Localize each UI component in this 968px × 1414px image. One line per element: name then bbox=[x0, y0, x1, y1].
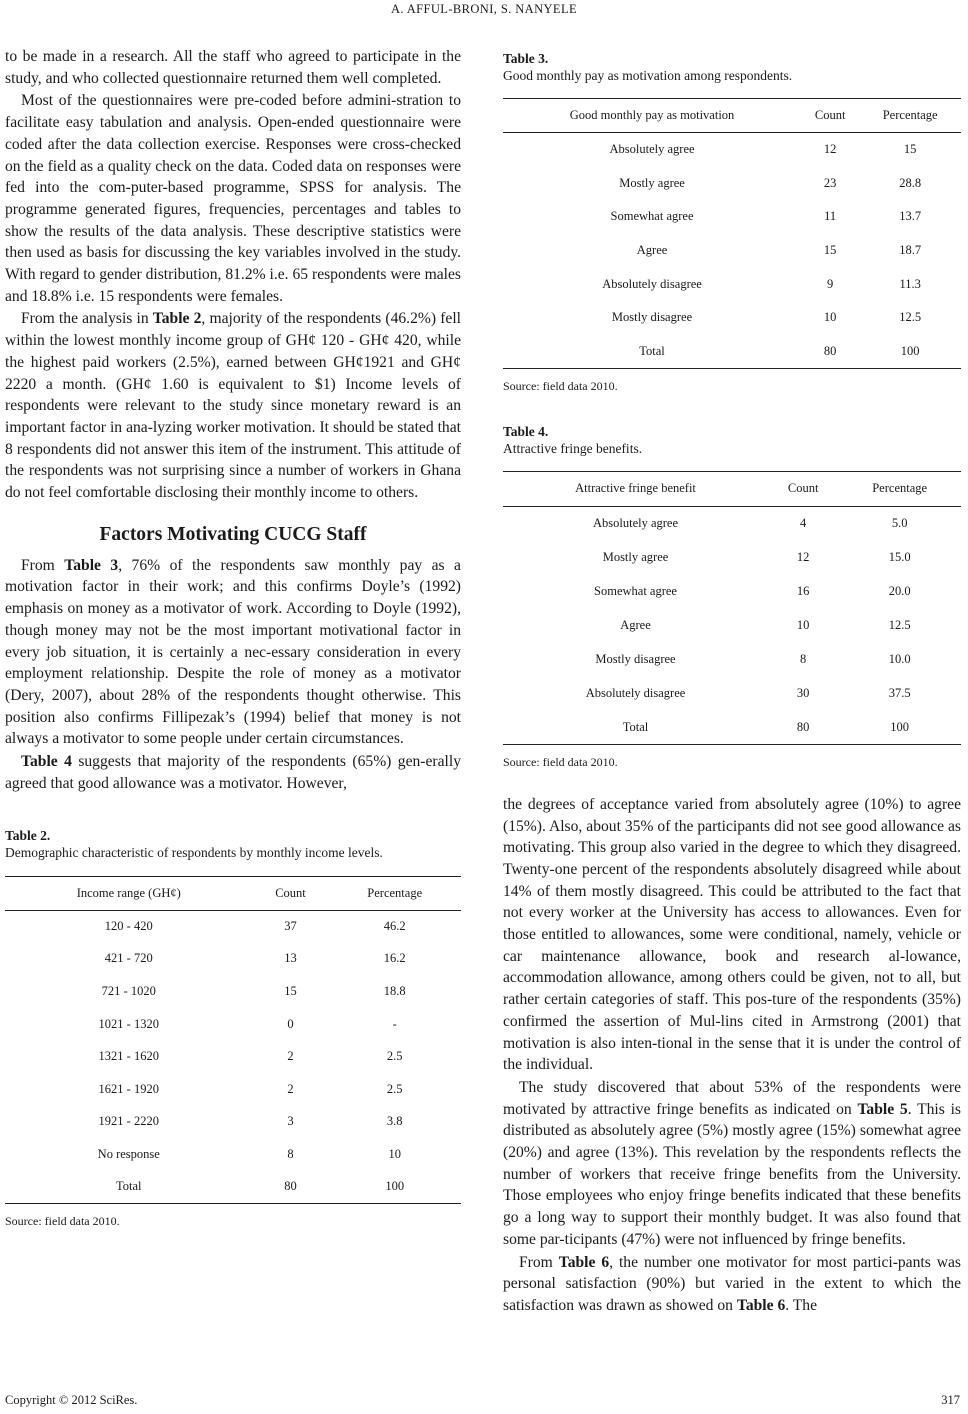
table-row bbox=[503, 166, 961, 200]
table-row bbox=[503, 301, 961, 335]
table-row bbox=[5, 910, 461, 943]
table-4 bbox=[503, 471, 961, 745]
paragraph bbox=[5, 308, 461, 503]
table-row bbox=[503, 234, 961, 268]
paragraph-text: , the number one motivator for most partici-pants was personal satisfaction (90%) but varied in the extent to which the satisfaction was drawn as showed on bbox=[503, 1253, 961, 1314]
table-cell: 12 bbox=[796, 549, 810, 564]
table-cell: 37 bbox=[284, 919, 297, 934]
table-header-row bbox=[503, 471, 961, 506]
table-cell: 12.5 bbox=[888, 617, 911, 632]
table-header-cell: Percentage bbox=[859, 99, 961, 133]
table-header-cell: Count bbox=[801, 99, 859, 133]
table-total-row bbox=[503, 710, 961, 744]
table-header-cell: Percentage bbox=[838, 471, 961, 506]
table-cell: 11 bbox=[824, 209, 837, 224]
table-3-block bbox=[503, 51, 961, 394]
table-cell: Total bbox=[503, 710, 768, 744]
table-4-block bbox=[503, 424, 961, 770]
paragraph bbox=[503, 1077, 961, 1251]
footer-page-number: 317 bbox=[941, 1393, 960, 1407]
paragraph-text: From bbox=[21, 556, 65, 574]
table-header-cell: Percentage bbox=[328, 876, 461, 910]
table-reference: Table 2 bbox=[152, 310, 202, 328]
table-cell: Mostly disagree bbox=[611, 310, 693, 325]
table-cell: Mostly agree bbox=[602, 549, 669, 564]
table-cell: 15 bbox=[284, 983, 297, 998]
table-cell: 15 bbox=[823, 242, 837, 257]
table-cell: 1021 - 1320 bbox=[98, 1016, 159, 1031]
right-column bbox=[503, 51, 961, 1317]
table-row bbox=[503, 506, 961, 540]
table-cell: Absolutely agree bbox=[609, 142, 695, 157]
table-cell: Total bbox=[5, 1171, 253, 1204]
table-cell: 4 bbox=[800, 516, 807, 531]
table-cell: 46.2 bbox=[383, 919, 406, 934]
table-row bbox=[503, 676, 961, 710]
paragraph-text: From bbox=[519, 1253, 559, 1271]
table-row bbox=[503, 200, 961, 234]
table-3 bbox=[503, 98, 961, 369]
table-2-block bbox=[5, 828, 461, 1229]
table-cell: 100 bbox=[328, 1171, 461, 1204]
table-cell: Somewhat agree bbox=[594, 583, 677, 598]
table-2 bbox=[5, 876, 461, 1204]
footer-copyright: Copyright © 2012 SciRes. bbox=[5, 1393, 138, 1407]
table-row bbox=[5, 1040, 461, 1073]
table-4-source: Source: field data 2010. bbox=[503, 754, 618, 769]
table-cell: 80 bbox=[768, 710, 838, 744]
table-cell: 421 - 720 bbox=[104, 951, 153, 966]
left-column bbox=[5, 46, 461, 1229]
table-header-cell: Attractive fringe benefit bbox=[503, 471, 768, 506]
table-reference: Table 3 bbox=[64, 556, 119, 574]
table-cell: 3.8 bbox=[386, 1114, 403, 1129]
table-2-title: Demographic characteristic of respondents by monthly income levels. bbox=[5, 844, 383, 860]
section-heading: Factors Motivating CUCG Staff bbox=[99, 523, 367, 545]
table-cell: 12 bbox=[823, 142, 837, 157]
table-cell: Total bbox=[503, 335, 801, 369]
table-reference: Table 5 bbox=[857, 1100, 908, 1118]
paragraph-text: The study discovered that about 53% of the respondents were motivated by attractive fringe benefits as indicated on bbox=[503, 1078, 961, 1118]
table-cell: Mostly disagree bbox=[595, 651, 676, 666]
table-cell: No response bbox=[97, 1146, 160, 1161]
table-row bbox=[5, 1073, 461, 1106]
table-cell: 12.5 bbox=[899, 310, 922, 325]
table-4-title: Attractive fringe benefits. bbox=[503, 440, 643, 456]
table-cell: 8 bbox=[287, 1146, 294, 1161]
table-cell: 18.7 bbox=[899, 242, 922, 257]
paragraph-text: From the analysis in bbox=[21, 310, 153, 328]
table-cell: 3 bbox=[287, 1114, 294, 1129]
table-cell: 15 bbox=[903, 142, 917, 157]
table-row bbox=[5, 943, 461, 976]
table-cell: 28.8 bbox=[899, 175, 922, 190]
table-cell: Somewhat agree bbox=[610, 209, 694, 224]
table-reference: Table 6 bbox=[736, 1296, 786, 1314]
paragraph bbox=[5, 751, 461, 794]
paragraph-text: Most of the questionnaires were pre-coded before admini-stration to facilitate easy tabulation and analysis. Open-ended questionnaire were coded after the data collection exercise. Responses were cross-checked on the field as a quality check on the data. Coded data on responses were fed into the com-puter-based programme, SPSS for analysis. The programme generated figures, frequencies, percentages and tables to show the results of the data analysis. These descriptive statistics were then used as basis for discussing the key variables involved in the study. With regard to gender distribution, 81.2% i.e. 65 respondents were males and 18.8% i.e. 15 respondents were females. bbox=[5, 92, 461, 305]
table-2-number: Table 2. bbox=[5, 827, 51, 843]
table-cell: Agree bbox=[636, 242, 668, 257]
table-row bbox=[5, 1106, 461, 1139]
table-cell: Absolutely agree bbox=[592, 516, 679, 531]
table-cell: 10 bbox=[388, 1146, 401, 1161]
table-row bbox=[503, 133, 961, 167]
table-cell: 1921 - 2220 bbox=[98, 1114, 159, 1129]
table-cell: 5.0 bbox=[891, 516, 908, 531]
table-cell: 1321 - 1620 bbox=[98, 1049, 159, 1064]
table-cell: 100 bbox=[838, 710, 961, 744]
table-cell: 20.0 bbox=[888, 583, 911, 598]
table-3-title: Good monthly pay as motivation among respondents. bbox=[503, 68, 793, 83]
paragraph-text: . The bbox=[785, 1296, 818, 1314]
paragraph bbox=[503, 1252, 961, 1317]
table-3-number: Table 3. bbox=[503, 51, 549, 66]
table-cell: 100 bbox=[859, 335, 961, 369]
table-row bbox=[503, 574, 961, 608]
table-cell: 120 - 420 bbox=[104, 919, 153, 934]
table-row bbox=[503, 642, 961, 676]
table-row bbox=[5, 975, 461, 1008]
table-row bbox=[503, 608, 961, 642]
table-cell: Agree bbox=[620, 617, 651, 632]
table-cell: Absolutely disagree bbox=[602, 276, 702, 291]
table-cell: 23 bbox=[823, 175, 837, 190]
table-header-cell: Count bbox=[768, 471, 838, 506]
table-cell: 13 bbox=[284, 951, 297, 966]
table-2-source: Source: field data 2010. bbox=[5, 1213, 120, 1228]
table-total-row bbox=[5, 1171, 461, 1204]
table-cell: 0 bbox=[287, 1016, 294, 1031]
table-cell: 80 bbox=[801, 335, 859, 369]
paragraph: the degrees of acceptance varied from absolutely agree (10%) to agree (15%). Also, about 35% of the participants did not see good allowance as motivating. This group also varied in the degree to which they disagreed. Twenty-one percent of the respondents absolutely disagreed while about 14% of them mostly disagreed. This could be attributed to the fact that not every worker at the University has access to allowances. Even for those entitled to allowances, some were conditional, namely, vehicle or car maintenance allowance, book and research al-lowance, accommodation allowance, among others could be given, not to all, but rather certain categories of staff. This pos-ture of the respondents (35%) confirmed the assertion of Mul-lins cited in Armstrong (2001) that motivation is also inten-tional in the sense that it is under the control of the individual. bbox=[503, 795, 961, 1074]
table-4-number: Table 4. bbox=[503, 423, 549, 439]
table-cell: 13.7 bbox=[899, 209, 922, 224]
paragraph bbox=[5, 555, 461, 750]
table-cell: 16 bbox=[796, 583, 810, 598]
table-cell: - bbox=[392, 1016, 397, 1031]
table-cell: 2 bbox=[287, 1049, 294, 1064]
table-cell: 10.0 bbox=[888, 651, 911, 666]
paragraph bbox=[5, 90, 461, 307]
paragraph-text: suggests that majority of the respondents (65%) gen-erally agreed that good allowance was a motivator. However, bbox=[5, 753, 461, 792]
table-cell: Absolutely disagree bbox=[585, 685, 686, 700]
table-cell: 80 bbox=[253, 1171, 329, 1204]
table-reference: Table 4 bbox=[21, 753, 72, 771]
table-cell: 2.5 bbox=[386, 1081, 403, 1096]
table-cell: 2 bbox=[287, 1081, 294, 1096]
table-cell: 30 bbox=[796, 685, 810, 700]
table-cell: 15.0 bbox=[888, 549, 911, 564]
table-cell: 10 bbox=[823, 310, 837, 325]
table-cell: 8 bbox=[800, 651, 807, 666]
table-3-source: Source: field data 2010. bbox=[503, 378, 618, 393]
table-cell: 37.5 bbox=[888, 685, 911, 700]
table-cell: 9 bbox=[827, 276, 834, 291]
table-header-cell: Income range (GH¢) bbox=[5, 876, 253, 910]
table-total-row bbox=[503, 335, 961, 369]
table-header-row bbox=[503, 99, 961, 133]
table-reference: Table 6 bbox=[558, 1253, 610, 1271]
table-row bbox=[503, 540, 961, 574]
table-cell: 721 - 1020 bbox=[101, 983, 156, 998]
table-row bbox=[503, 267, 961, 301]
table-cell: Mostly agree bbox=[619, 175, 685, 190]
running-head: A. AFFUL-BRONI, S. NANYELE bbox=[390, 2, 578, 16]
table-header-cell: Good monthly pay as motivation bbox=[503, 99, 801, 133]
paragraph-text: , 76% of the respondents saw monthly pay as a motivation factor in their work; and this confirms Doyle’s (1992) emphasis on money as a motivator of work. According to Doyle (1992), though money may not be the most important motivational factor in every job situation, it is certainly a nec-essary consideration in every employment relationship. Despite the role of money as a motivator (Dery, 2007), about 28% of the respondents thought otherwise. This position also confirms Fillipezak’s (1994) belief that money is not always a motivator to some people under certain circumstances. bbox=[5, 556, 461, 748]
paragraph-text: , majority of the respondents (46.2%) fell within the lowest monthly income group of GH¢ 120 - GH¢ 420, while the highest paid workers (2.5%), earned between GH¢1921 and GH¢ 2220 a month. (GH¢ 1.60 is equivalent to $1) Income levels of respondents were relevant to the study since monetary reward is an important factor in ana-lyzing worker motivation. It should be stated that 8 respondents did not answer this item of the instrument. This attitude of the respondents was not surprising since a number of workers in Ghana do not feel comfortable disclosing their monthly income to others. bbox=[5, 310, 461, 502]
table-header-row bbox=[5, 876, 461, 910]
table-cell: 18.8 bbox=[383, 983, 406, 998]
table-header-cell: Count bbox=[253, 876, 329, 910]
table-cell: 10 bbox=[796, 617, 810, 632]
table-row bbox=[5, 1138, 461, 1171]
paragraph: to be made in a research. All the staff who agreed to participate in the study, and who collected questionnaire returned them well completed. bbox=[5, 48, 461, 87]
paragraph-text: . This is distributed as absolutely agree (5%) mostly agree (15%) somewhat agree (20%) and agree (13%). This revelation by the respondents reflects the number of workers that receive fringe benefits from the University. Those employees who enjoy fringe benefits indicated that these benefits go a long way to support their monthly budget. It was also found that some par-ticipants (47%) were not influenced by fringe benefits. bbox=[503, 1100, 961, 1248]
table-cell: 2.5 bbox=[386, 1049, 403, 1064]
table-row bbox=[5, 1008, 461, 1041]
table-cell: 11.3 bbox=[899, 276, 921, 291]
table-cell: 1621 - 1920 bbox=[98, 1081, 159, 1096]
table-cell: 16.2 bbox=[383, 951, 406, 966]
